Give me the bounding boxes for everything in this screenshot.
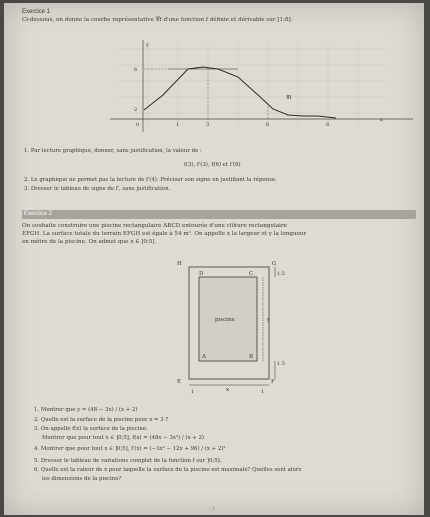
page-number: - 1 - xyxy=(209,506,219,512)
ex2-question-2: 2. Quelle est la surface de la piscine pour x = 3 ? xyxy=(34,417,169,423)
ex2-question-1: 1. Montrer que y = (48 − 3x) / (x + 2) xyxy=(34,407,138,413)
ex1-question-1-values: f(3), f′(3), f(6) et f′(6) xyxy=(184,162,241,168)
right-gap-label: 1 xyxy=(261,389,265,395)
point-f: F xyxy=(271,379,275,385)
bottom-gap-label: 1.5 xyxy=(277,361,285,367)
exercise-2-intro-line-3: en mètre de la piscine. On admet que x ∈ ]0;5]. xyxy=(22,239,157,245)
ex1-question-2: 2. Le graphique ne permet pas la lecture de f′(4). Préciser son signe en justifiant la réponse. xyxy=(24,177,277,183)
point-a: A xyxy=(202,354,206,360)
function-graph xyxy=(108,37,428,137)
graph-x-label: x xyxy=(380,117,383,123)
ex1-question-1: 1. Par lecture graphique, donner, sans justification, la valeur de : xyxy=(24,148,202,154)
exercise-2-header xyxy=(22,210,416,219)
graph-y-label: y xyxy=(146,42,149,48)
curve-cf xyxy=(144,67,336,118)
top-gap-label: 1.5 xyxy=(277,271,285,277)
point-g: G xyxy=(272,261,277,267)
ex2-question-6: 6. Quelle est la valeur de x pour laquelle la surface de la piscine est maximale? Quelles sont alors xyxy=(34,467,302,473)
left-gap-label: 1 xyxy=(191,389,195,395)
graph-x-tick-4: 8 xyxy=(326,122,330,128)
point-c: C xyxy=(249,271,254,277)
graph-curve-label: 𝒞f xyxy=(286,95,292,101)
pool-label: piscine xyxy=(215,317,235,323)
graph-y-tick-low: 2 xyxy=(134,107,138,113)
point-h: H xyxy=(177,261,182,267)
exercise-2-intro-line-2: EFGH. La surface totale du terrain EFGH est égale à 54 m². On appelle x la largeur et y la longueur xyxy=(22,231,307,237)
ex2-question-5: 5. Dresser le tableau de variations complet de la fonction f sur ]0;5]. xyxy=(34,458,222,464)
ex2-question-3: 3. On appelle f(x) la surface de la piscine. xyxy=(34,426,148,432)
graph-x-tick-1: 1 xyxy=(176,122,180,128)
graph-x-tick-3: 6 xyxy=(266,122,270,128)
point-d: D xyxy=(199,271,204,277)
pool-y-label: y xyxy=(267,317,271,323)
ex2-question-6b: les dimensions de la piscine? xyxy=(42,476,122,482)
graph-origin: 0 xyxy=(136,122,140,128)
graph-y-tick-top: 6 xyxy=(134,67,138,73)
graph-x-tick-2: 3 xyxy=(206,122,210,128)
point-e: E xyxy=(177,379,182,385)
exercise-2-intro-line-1: On souhaite construire une piscine rectangulaire ABCD entourée d'une clôture rectangulaire xyxy=(22,223,287,229)
pool-x-label: x xyxy=(226,387,230,393)
exercise-1-title: Exercice 1 xyxy=(22,9,51,15)
pool-diagram xyxy=(169,255,289,395)
exercise-1-intro: Ci-dessous, on donne la courbe représentative 𝒞f d'une fonction f définie et dérivable sur [1;8]. xyxy=(22,17,293,23)
ex1-question-3: 3. Dresser le tableau de signe de f′, sans justification. xyxy=(24,186,171,192)
exercise-2-title: Exercice 2 xyxy=(24,211,53,217)
ex2-question-4: 4. Montrer que pour tout x ∈ ]0;5], f′(x) = (−3x² − 12x + 96) / (x + 2)² xyxy=(34,446,226,452)
ex2-question-3b: Montrer que pour tout x ∈ ]0;5], f(x) = (48x − 3x²) / (x + 2) xyxy=(42,435,205,441)
worksheet-page xyxy=(4,3,424,515)
point-b: B xyxy=(249,354,254,360)
